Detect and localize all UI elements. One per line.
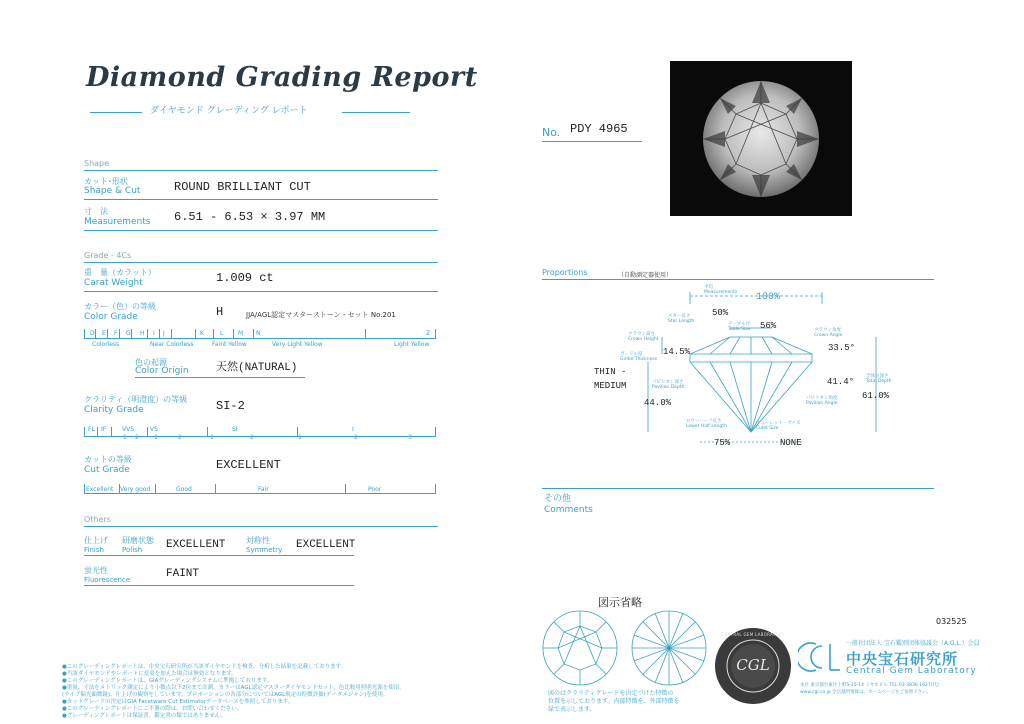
cut-label-en: Cut Grade — [84, 465, 130, 475]
culet-value: NONE — [780, 438, 802, 448]
diamond-profile-diagram — [600, 282, 900, 452]
carat-value: 1.009 ct — [216, 271, 274, 285]
clarity-scale-num: 2 — [135, 434, 139, 441]
color-origin-rule — [135, 377, 305, 378]
clarity-value: SI-2 — [216, 399, 245, 413]
report-title: Diamond Grading Report — [86, 62, 478, 93]
color-scale-letter: M — [238, 330, 244, 337]
serial-number: 032525 — [936, 617, 967, 626]
title-rule-left — [90, 112, 142, 113]
diameter-label: 平均 Measurements — [704, 285, 738, 295]
footnote-line: ●当該ダイヤモンドやレポートに変更を加えた場合は無効となります。 — [62, 671, 237, 677]
lab-name-en: Central Gem Laboratory — [846, 666, 977, 676]
color-scale-letter: Z — [426, 330, 431, 337]
diamond-photo — [670, 61, 852, 216]
shape-rule — [84, 170, 438, 171]
color-label-jp: カラー（色）の等級 — [84, 302, 156, 311]
lab-seal-logo: CGL — [736, 656, 770, 674]
cut-scale-label: Excellent — [86, 486, 114, 493]
lab-seal-ring-text: CENTRAL GEM LABORATORY — [721, 632, 785, 637]
color-scale-group: Very Light Yellow — [272, 341, 323, 348]
color-value: H — [216, 305, 224, 319]
clarity-scale-num: 1 — [210, 434, 214, 441]
lower-half-label: ロワーハーフ長さ Lower Half Length — [686, 419, 727, 429]
color-label-en: Color Grade — [84, 312, 138, 322]
total-depth-value: 61.0% — [862, 391, 890, 401]
symmetry-value: EXCELLENT — [296, 539, 356, 551]
polish-label-en: Polish — [122, 546, 143, 554]
report-no-label: No. — [542, 126, 561, 139]
total-depth-label: 全体の深さ Total Depth — [866, 374, 892, 384]
clarity-scale-num: 2 — [354, 434, 358, 441]
clarity-scale-num: 2 — [250, 434, 254, 441]
color-origin-label-jp: 色の起源 — [135, 358, 167, 367]
table-label: テーブル径 Table Size — [728, 322, 751, 332]
shape-cut-label-jp: カット･形状 — [84, 177, 128, 186]
carat-label-jp: 重 量（カラット） — [84, 268, 156, 277]
shape-cut-label-en: Shape & Cut — [84, 186, 141, 196]
plot-title: 図示省略 — [598, 596, 642, 609]
color-scale-letter: J — [163, 330, 165, 337]
lower-half-value: 75% — [714, 438, 731, 448]
color-scale-letter: H — [140, 330, 145, 337]
lab-web: www.cgl.co.jp 全店舗所情報は、ホームページをご参照下さい。 — [800, 690, 932, 695]
finish-rule — [84, 555, 354, 556]
finish-label-en: Finish — [84, 546, 104, 554]
proportions-heading: Proportions — [542, 268, 588, 277]
cgl-logo-icon — [798, 640, 842, 674]
color-scale-group: Near Colorless — [150, 341, 194, 348]
crown-height-label: クラウン高さ Crown Height — [628, 332, 659, 342]
cut-scale-label: Fair — [258, 486, 269, 493]
color-scale-group: Faint Yellow — [212, 341, 247, 348]
clarity-scale-num: 2 — [178, 434, 182, 441]
measurements-label-jp: 寸 法 — [84, 207, 108, 216]
star-length-value: 50% — [712, 308, 729, 318]
lab-seal — [713, 626, 793, 706]
footnote-line: ●このグレーディングレポートにご不審の際は、お問い合わせください。 — [62, 706, 243, 712]
color-scale-letter: G — [126, 330, 131, 337]
lab-address: 本社 東京都台東区上野5-15-14 ミヤホビル TEL 03-3836-1627(代) — [800, 683, 939, 688]
others-heading: Others — [84, 515, 111, 524]
clarity-scale-label: SI — [232, 426, 238, 433]
title-rule-right — [342, 112, 410, 113]
clarity-scale-num: 1 — [298, 434, 302, 441]
clarity-scale-label: VVS — [122, 426, 135, 433]
pavilion-depth-value: 44.0% — [644, 398, 672, 408]
footnote-line: ●このグレーディングレポートは、GIAグレーディングシステムに準拠しております。 — [62, 678, 273, 684]
color-scale-letter: E — [102, 330, 106, 337]
footnote-line: ●カットグレードの決定はGIA Facetware Cut Estimatorデータベースを参照しております。 — [62, 699, 294, 705]
symmetry-label-en: Symmetry — [246, 546, 283, 554]
polish-value: EXCELLENT — [166, 539, 226, 551]
color-scale-letter: I — [153, 330, 155, 337]
measurements-label-en: Measurements — [84, 217, 151, 227]
fluorescence-label-jp: 蛍光性 — [84, 566, 108, 575]
color-scale-letter: L — [220, 330, 224, 337]
lab-association: 一般社団法人 宝石鑑別団体協議会（A.G.L.）会員 — [846, 640, 980, 647]
footnote-line: ●このグレーディングレポートは、中央宝石研究所が当該ダイヤモンドを検査、分析した結果を記載しております。 — [62, 664, 347, 670]
crown-angle-label: クラウン角度 Crown Angle — [814, 328, 843, 338]
proportion-diagram — [600, 282, 900, 452]
diamond-photo-image — [670, 61, 852, 216]
clarity-label-en: Clarity Grade — [84, 405, 144, 415]
finish-label-jp: 仕上げ — [84, 536, 108, 545]
color-scale-letter: K — [200, 330, 204, 337]
grade-heading: Grade - 4Cs — [84, 251, 132, 260]
proportions-rule — [542, 279, 934, 280]
symmetry-label-jp: 対称性 — [246, 536, 270, 545]
comments-label-en: Comments — [544, 505, 593, 515]
comments-top-rule — [542, 488, 934, 489]
lab-name-jp: 中央宝石研究所 — [846, 650, 959, 668]
diameter-value: 100% — [756, 292, 781, 303]
clarity-scale-num: 1 — [123, 434, 127, 441]
cut-scale-label: Poor — [368, 486, 382, 493]
crown-pavilion-plot — [540, 608, 712, 688]
color-origin-value: 天然(NATURAL) — [216, 362, 298, 374]
polish-label-jp: 研磨状態 — [122, 536, 154, 545]
report-no-rule — [542, 141, 642, 142]
crown-angle-value: 33.5° — [828, 343, 856, 353]
shape-cut-value: ROUND BRILLIANT CUT — [174, 180, 311, 194]
report-subtitle: ダイヤモンド グレーディング レポート — [150, 106, 308, 116]
pavilion-angle-value: 41.4° — [827, 377, 855, 387]
measurements-value: 6.51 - 6.53 × 3.97 MM — [174, 210, 326, 224]
color-master-note: JJA/AGL認定マスターストーン・セット No.201 — [246, 311, 396, 319]
footnote-line: ●重量、寸法をメトリック測定により小数点以下2位まで計測。カラーはAGL認定マスターダイヤモンドセット、色比較用照明光源を使用。 — [62, 685, 405, 691]
cut-label-jp: カットの等級 — [84, 455, 132, 464]
fluorescence-rule — [84, 585, 354, 586]
girdle-value: THIN - MEDIUM — [594, 367, 627, 391]
shape-cut-rule — [84, 199, 438, 200]
table-value: 56% — [760, 321, 777, 331]
fluorescence-value: FAINT — [166, 568, 200, 580]
fluorescence-label-en: Fluorescence — [84, 576, 131, 584]
comments-label-jp: その他 — [544, 494, 572, 504]
color-scale-letter: D — [90, 330, 95, 337]
clarity-scale-num: 1 — [154, 434, 158, 441]
clarity-scale-label: IF — [101, 426, 107, 433]
clarity-label-jp: クラリティ（明澄度）の等級 — [84, 395, 188, 404]
measurements-rule — [84, 230, 438, 231]
footnote-line: ●グレーディングレポートは保証書、鑑定書の類ではありません。 — [62, 713, 227, 719]
clarity-scale-label: VS — [150, 426, 158, 433]
cut-value: EXCELLENT — [216, 458, 281, 472]
star-length-label: スター長さ Star Length — [668, 314, 695, 324]
plot-diagrams — [540, 608, 712, 688]
color-scale-letter: N — [256, 330, 261, 337]
color-scale-group: Colorless — [92, 341, 120, 348]
culet-label: キューレット・サイズ Culet Size — [756, 421, 801, 431]
grade-rule — [84, 262, 438, 263]
pavilion-depth-label: パビリオン深さ Pavilion Depth — [652, 380, 685, 390]
crown-height-value: 14.5% — [663, 347, 691, 357]
shape-heading: Shape — [84, 159, 110, 168]
color-origin-label-en: Color Origin — [135, 366, 189, 376]
color-scale-letter: F — [114, 330, 118, 337]
others-rule — [84, 526, 438, 527]
proportions-note: （自動測定器使用） — [618, 272, 673, 279]
pavilion-angle-label: パビリオン角度 Pavilion Angle — [806, 396, 838, 406]
footnotes — [62, 664, 462, 720]
carat-label-en: Carat Weight — [84, 278, 143, 288]
clarity-scale-num: 3 — [408, 434, 412, 441]
clarity-scale-label: I — [352, 426, 354, 433]
color-scale-group: Light Yellow — [394, 341, 430, 348]
girdle-label: ガードル厚 Girdle Thickness — [620, 352, 658, 362]
plot-note: 図のはクラリティグレードを決定づけた特徴の 位置を示しております。内部特徴を、外部特徴を 緑で表示します。 — [548, 690, 680, 713]
clarity-scale-label: FL — [88, 426, 95, 433]
report-no-value: PDY 4965 — [570, 122, 628, 136]
footnote-line: (ライブ偏光顕微鏡)、仕上げの観察をしています。プロポーションの各部分についてはAGL規定の特徴評価(データメジャン)を使用。 — [62, 692, 389, 698]
cut-scale-label: Good — [176, 486, 192, 493]
cut-scale-label: Very good — [120, 486, 151, 493]
lab-logo-mark — [798, 640, 842, 674]
carat-rule — [84, 291, 438, 292]
